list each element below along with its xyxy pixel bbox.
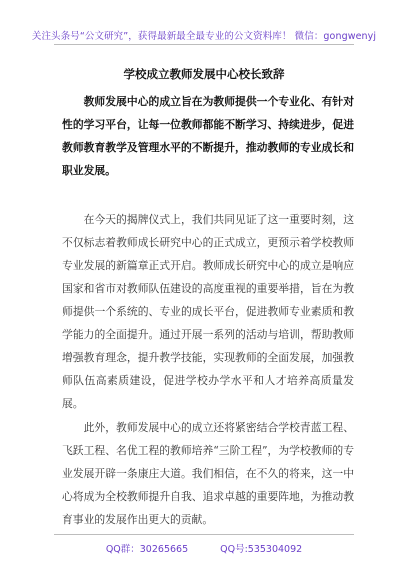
footer-qq-group: QQ群：30265665: [105, 544, 189, 555]
header-banner: 关注头条号“公文研究”，获得最新最全最专业的公文资料库！ 微信：gongwenyj: [31, 31, 377, 42]
paragraph-conclusion: [62, 416, 354, 531]
paragraph-ceremony: [62, 208, 354, 415]
paragraph-text: 教师发展中心的成立旨在为教师提供一个专业化、有针对性的学习平台，让每一位教师都能不断学习、持续进步，促进教师教育教学及管理水平的不断提升，推动教师的专业成长和职业发展。: [62, 95, 354, 177]
paragraph-intro: [62, 90, 354, 182]
footer-divider: [54, 534, 354, 535]
footer-qq: QQ号:535304092: [220, 544, 303, 555]
header-divider: [54, 44, 354, 45]
paragraph-text: 此外，教师发展中心的成立还将紧密结合学校青蓝工程、飞跃工程、名优工程的教师培养“三阶工程”，为学校教师的专业发展开辟一条康庄大道。我们相信，在不久的将来，这一中心将成为全校教师提升自我、追求卓越的重要阵地，为推动教育事业的发展作出更大的贡献。: [62, 421, 354, 526]
footer: [0, 541, 408, 555]
paragraph-text: 在今天的揭牌仪式上，我们共同见证了这一重要时刻，这不仅标志着教师成长研究中心的正式成立，更预示着学校教师专业发展的新篇章正式开启。教师成长研究中心的成立是响应国家和省市对教师队伍建设的高度重视的重要举措，旨在为教师提供一个系统的、专业的成长平台，促进教师专业素质和教学能力的全面提升。通过开展一系列的活动与培训，帮助教师增强教育理念，提升教学技能，实现教师的全面发展，加强教师队伍高素质建设，促进学校办学水平和人才培养高质量发展。: [62, 213, 354, 410]
document-title: 学校成立教师发展中心校长致辞: [123, 67, 285, 81]
